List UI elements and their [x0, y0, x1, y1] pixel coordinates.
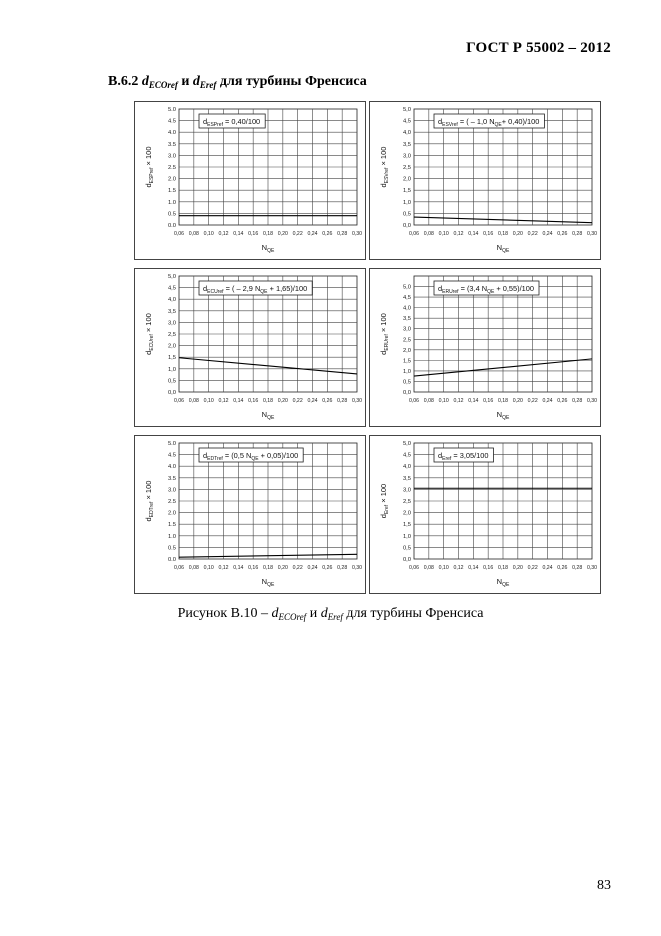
- x-tick-label: 0,14: [468, 231, 479, 237]
- y-tick-label: 3.5: [167, 141, 176, 148]
- x-tick-label: 0,20: [512, 398, 523, 404]
- x-tick-label: 0,16: [248, 565, 259, 571]
- x-tick-label: 0,18: [497, 231, 509, 237]
- section-symbol-2: $d_{Eref}$: [192, 74, 217, 90]
- x-tick-label: 0,16: [248, 398, 259, 404]
- x-tick-label: 0,14: [233, 565, 244, 571]
- legend-formula: [199, 114, 265, 128]
- caption-symbol-1: $d_{ECOref}$: [271, 606, 307, 622]
- x-tick-label: 0,18: [262, 398, 274, 404]
- x-tick-label: 0,30: [586, 231, 598, 237]
- y-tick-label: 1.0: [167, 533, 176, 540]
- section-title: [108, 74, 367, 90]
- y-tick-label: 1,0: [402, 533, 411, 540]
- x-tick-label: 0,06: [173, 398, 185, 404]
- y-tick-label: 0,5: [402, 545, 411, 552]
- x-tick-label: 0,14: [233, 398, 244, 404]
- x-tick-label: 0,14: [233, 231, 244, 237]
- y-tick-label: 3,5: [167, 308, 176, 315]
- x-tick-label: 0,28: [337, 398, 348, 404]
- x-tick-label: 0,16: [483, 565, 494, 571]
- y-tick-label: 5,0: [402, 284, 411, 291]
- x-tick-label: 0,14: [468, 398, 479, 404]
- y-tick-label: 0.0: [167, 223, 176, 229]
- y-tick-label: 0,0: [167, 390, 176, 396]
- legend-text: $d_{Eref} = 3,05/100$: [438, 451, 489, 462]
- y-tick-label: 4,0: [402, 464, 411, 471]
- x-tick-label: 0,28: [572, 398, 583, 404]
- x-axis-label: $N_{QE}$: [496, 410, 510, 421]
- legend-text: $d_{ERUref} = (3,4$ $N_{QE} + 0,55)/100$: [438, 284, 534, 295]
- legend-text: $d_{ECUref}$ = ( – 2,9 $N_{QE} + 1,65)/100$: [203, 284, 308, 295]
- y-axis-label: $d_{EDTref} \times 100$: [144, 480, 155, 522]
- y-tick-label: 0.5: [167, 211, 176, 218]
- x-tick-label: 0,26: [557, 398, 568, 404]
- x-tick-label: 0,08: [188, 231, 199, 237]
- x-tick-label: 0,12: [453, 398, 464, 404]
- y-tick-label: 1,5: [167, 355, 176, 362]
- y-tick-label: 2,0: [402, 347, 411, 354]
- x-tick-label: 0,06: [408, 231, 420, 237]
- x-tick-label: 0,24: [307, 231, 318, 237]
- x-tick-label: 0,16: [248, 231, 259, 237]
- y-tick-label: 3,5: [402, 475, 411, 482]
- y-axis-label: $d_{ESVref} \times 100$: [379, 146, 390, 188]
- y-tick-label: 2,0: [402, 176, 411, 183]
- y-tick-label: 3.0: [167, 487, 176, 494]
- x-tick-label: 0,22: [292, 565, 303, 571]
- y-tick-label: 2,5: [402, 337, 411, 344]
- y-tick-label: 1.0: [167, 199, 176, 206]
- x-tick-label: 0,26: [322, 565, 333, 571]
- legend-text: $d_{EDTref} = (0,5$ $N_{QE} + 0,05)/100$: [203, 451, 299, 462]
- x-tick-label: 0,22: [527, 398, 538, 404]
- x-tick-label: 0,26: [322, 231, 333, 237]
- x-tick-label: 0,20: [277, 565, 288, 571]
- y-tick-label: 4,0: [167, 297, 176, 304]
- y-tick-label: 4.0: [167, 464, 176, 471]
- y-tick-label: 4.0: [167, 130, 176, 137]
- legend-formula: [199, 281, 312, 295]
- x-tick-label: 0,06: [408, 565, 420, 571]
- y-axis-label: $d_{ERUref} \times 100$: [379, 313, 390, 355]
- y-tick-label: 2,0: [402, 510, 411, 517]
- x-tick-label: 0,10: [438, 231, 449, 237]
- chart-despref: [134, 101, 366, 260]
- x-tick-label: 0,30: [351, 231, 363, 237]
- y-tick-label: 0.0: [167, 557, 176, 563]
- y-tick-label: 1,5: [402, 188, 411, 195]
- y-tick-label: 3,0: [402, 326, 411, 333]
- x-tick-label: 0,28: [337, 565, 348, 571]
- y-tick-label: 0,5: [167, 378, 176, 385]
- x-tick-label: 0,30: [586, 565, 598, 571]
- y-tick-label: 1,0: [402, 368, 411, 375]
- caption-prefix: Рисунок В.10 –: [177, 606, 269, 621]
- x-tick-label: 0,22: [292, 398, 303, 404]
- caption-symbol-2: $d_{Eref}$: [320, 606, 343, 622]
- x-tick-label: 0,20: [277, 231, 288, 237]
- x-tick-label: 0,10: [438, 398, 449, 404]
- x-tick-label: 0,24: [542, 231, 553, 237]
- chart-svg: [370, 102, 600, 259]
- page-number: 83: [597, 878, 611, 893]
- document-header: ГОСТ Р 55002 – 2012: [466, 40, 611, 56]
- chart-deref: [369, 435, 601, 594]
- caption-rest: для турбины Френсиса: [346, 606, 484, 621]
- x-tick-label: 0,22: [527, 565, 538, 571]
- x-tick-label: 0,24: [307, 565, 318, 571]
- x-tick-label: 0,26: [557, 231, 568, 237]
- x-tick-label: 0,12: [218, 398, 229, 404]
- x-tick-label: 0,14: [468, 565, 479, 571]
- y-tick-label: 4,0: [402, 305, 411, 312]
- x-axis-label: $N_{QE}$: [261, 577, 275, 588]
- x-tick-label: 0,30: [351, 398, 363, 404]
- y-tick-label: 3,0: [402, 487, 411, 494]
- y-tick-label: 0,0: [402, 390, 411, 396]
- y-axis-label: $d_{ESPref} \times 100$: [144, 146, 155, 188]
- x-tick-label: 0,20: [512, 565, 523, 571]
- y-tick-label: 3,0: [167, 320, 176, 327]
- y-tick-label: 4,5: [402, 295, 411, 302]
- y-tick-label: 3.0: [167, 153, 176, 160]
- y-tick-label: 4,0: [402, 130, 411, 137]
- y-tick-label: 1,5: [402, 358, 411, 365]
- chart-svg: [370, 269, 600, 426]
- y-tick-label: 2,0: [167, 343, 176, 350]
- y-tick-label: 1,0: [167, 366, 176, 373]
- legend-text: $d_{ESPref} = 0,40/100$: [203, 117, 261, 128]
- x-tick-label: 0,16: [483, 398, 494, 404]
- chart-svg: [370, 436, 600, 593]
- chart-decuref: [134, 268, 366, 427]
- y-tick-label: 1,0: [402, 199, 411, 206]
- y-tick-label: 0.5: [167, 545, 176, 552]
- y-tick-label: 1,5: [402, 522, 411, 529]
- y-tick-label: 4,5: [402, 118, 411, 125]
- x-tick-label: 0,08: [188, 565, 199, 571]
- y-axis-label: $d_{Eref} \times 100$: [379, 483, 390, 519]
- x-tick-label: 0,10: [438, 565, 449, 571]
- y-tick-label: 0,0: [402, 223, 411, 229]
- y-tick-label: 5,0: [167, 274, 176, 280]
- x-tick-label: 0,28: [572, 231, 583, 237]
- section-symbol-1: $d_{ECOref}$: [141, 74, 178, 90]
- x-tick-label: 0,10: [203, 565, 214, 571]
- x-axis-label: $N_{QE}$: [261, 410, 275, 421]
- y-tick-label: 2.0: [167, 510, 176, 517]
- x-tick-label: 0,26: [322, 398, 333, 404]
- y-tick-label: 1.5: [167, 188, 176, 195]
- x-tick-label: 0,24: [542, 565, 553, 571]
- y-tick-label: 3,5: [402, 141, 411, 148]
- x-tick-label: 0,28: [337, 231, 348, 237]
- y-tick-label: 4.5: [167, 452, 176, 459]
- y-tick-label: 5,0: [402, 441, 411, 447]
- y-tick-label: 2.0: [167, 176, 176, 183]
- x-tick-label: 0,10: [203, 231, 214, 237]
- x-tick-label: 0,06: [173, 565, 185, 571]
- y-tick-label: 3.5: [167, 475, 176, 482]
- y-tick-label: 1.5: [167, 522, 176, 529]
- x-tick-label: 0,20: [277, 398, 288, 404]
- y-tick-label: 2.5: [167, 499, 176, 505]
- y-tick-label: 4.5: [167, 118, 176, 125]
- y-tick-label: 2.5: [167, 165, 176, 171]
- figure-caption: [0, 606, 661, 622]
- x-tick-label: 0,06: [173, 231, 185, 237]
- legend-formula: [199, 448, 303, 462]
- x-tick-label: 0,26: [557, 565, 568, 571]
- y-tick-label: 5,0: [402, 107, 411, 113]
- chart-svg: [135, 436, 365, 593]
- x-tick-label: 0,24: [307, 398, 318, 404]
- section-number: B.6.2: [108, 74, 139, 89]
- x-tick-label: 0,12: [218, 231, 229, 237]
- y-tick-label: 0,0: [402, 557, 411, 563]
- x-tick-label: 0,20: [512, 231, 523, 237]
- x-tick-label: 0,12: [218, 565, 229, 571]
- x-tick-label: 0,12: [453, 231, 464, 237]
- x-tick-label: 0,08: [423, 231, 434, 237]
- x-tick-label: 0,16: [483, 231, 494, 237]
- y-tick-label: 4,5: [167, 285, 176, 292]
- chart-deruref: [369, 268, 601, 427]
- y-tick-label: 2,5: [402, 499, 411, 505]
- chart-svg: [135, 269, 365, 426]
- x-tick-label: 0,06: [408, 398, 420, 404]
- x-tick-label: 0,22: [292, 231, 303, 237]
- legend-formula: [434, 448, 494, 462]
- section-title-rest: для турбины Френсиса: [219, 74, 367, 89]
- y-tick-label: 5.0: [167, 441, 176, 447]
- y-tick-label: 0,5: [402, 379, 411, 386]
- caption-joiner: и: [309, 606, 318, 621]
- x-tick-label: 0,08: [188, 398, 199, 404]
- chart-desvref: [369, 101, 601, 260]
- y-tick-label: 2,5: [402, 165, 411, 171]
- x-tick-label: 0,22: [527, 231, 538, 237]
- legend-formula: [434, 281, 539, 295]
- x-tick-label: 0,28: [572, 565, 583, 571]
- x-tick-label: 0,08: [423, 565, 434, 571]
- x-tick-label: 0,24: [542, 398, 553, 404]
- x-tick-label: 0,18: [497, 565, 509, 571]
- legend-formula: [434, 114, 544, 128]
- x-tick-label: 0,30: [586, 398, 598, 404]
- x-axis-label: $N_{QE}$: [496, 243, 510, 254]
- legend-text: $d_{ESVref}$ = ( – 1,0 $N_{QE}+ 0,40)/100$: [438, 117, 540, 128]
- y-axis-label: $d_{ECUref} \times 100$: [144, 313, 155, 355]
- y-tick-label: 5.0: [167, 107, 176, 113]
- x-tick-label: 0,10: [203, 398, 214, 404]
- chart-svg: [135, 102, 365, 259]
- chart-dedtref: [134, 435, 366, 594]
- y-tick-label: 3,0: [402, 153, 411, 160]
- y-tick-label: 3,5: [402, 316, 411, 323]
- x-tick-label: 0,12: [453, 565, 464, 571]
- y-tick-label: 2,5: [167, 332, 176, 338]
- y-tick-label: 0,5: [402, 211, 411, 218]
- x-tick-label: 0,08: [423, 398, 434, 404]
- x-tick-label: 0,18: [497, 398, 509, 404]
- x-axis-label: $N_{QE}$: [496, 577, 510, 588]
- section-joiner: и: [181, 74, 190, 89]
- y-tick-label: 4,5: [402, 452, 411, 459]
- x-tick-label: 0,18: [262, 565, 274, 571]
- x-tick-label: 0,30: [351, 565, 363, 571]
- x-tick-label: 0,18: [262, 231, 274, 237]
- x-axis-label: $N_{QE}$: [261, 243, 275, 254]
